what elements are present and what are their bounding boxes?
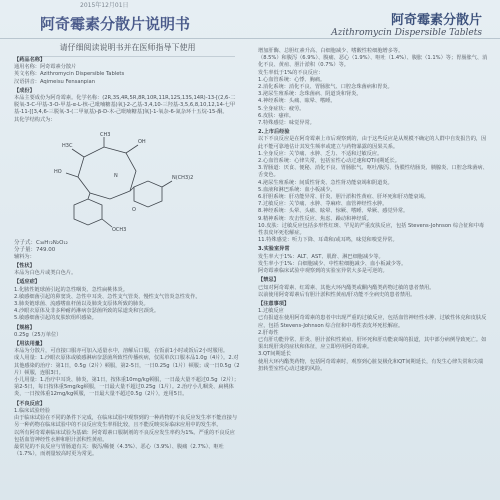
chemical-structure-diagram (14, 127, 240, 237)
lab-abnormal-text: 阿奇霉素临床试验中观察到的实验室异常大多是可逆的。 (258, 268, 388, 275)
indication-item: 1.化脓性链球菌引起的急性咽炎、急性扁桃体炎。 (14, 286, 128, 293)
dosage-text: 小儿用量：1.治疗中耳炎、肺炎，第1日，按体重10mg/kg顿服，一日最大量不超过0.5g（2片）；第2-5日，每日按体重5mg/kg顿服，一日最大量不超过0.25g（1片）。2.治疗小儿咽炎、扁桃体炎，一日按体重12mg/kg顿服，一日最大量不超过0.5g（2片），连用5日。 (14, 377, 240, 398)
svg-text:N: N (114, 172, 118, 179)
right-text-line: 5.全身症状：疲劳。 (258, 105, 305, 112)
drug-name-line: 通用名称：阿奇霉素分散片 (14, 64, 77, 71)
post-marketing-text: 7.过敏反应：关节痛、水肿、荨麻疹、血管神经性水肿。 (258, 201, 388, 208)
indication-item: 4.沙眼衣原体及非多种耐药淋病奈瑟菌所致的尿道炎和宫颈炎。 (14, 308, 160, 315)
right-text-line: 4.神经系统：头痛、眩晕、嗜睡。 (258, 98, 336, 105)
right-text-line: 2.消化系统：消化不良、胃肠胀气、口腔念珠菌病和胃炎。 (258, 84, 393, 91)
post-marketing-text: 6.肝胆系统：肝功能异常、肝炎、胆汁淤积性黄疸、肝坏死和肝功能衰竭。 (258, 194, 429, 201)
contraindication-text: 已知对阿奇霉素、红霉素、其他大环内酯类或酮内酯类药物过敏的患者禁用。 (258, 284, 435, 291)
left-column (14, 55, 240, 458)
svg-text:H3C: H3C (62, 142, 73, 149)
post-marketing-text: 3.胃肠道：厌食、便秘、消化不良、胃肠胀气、呕吐/腹泻、伪膜性结肠炎、胰腺炎、口腔念珠菌病、舌变色。 (258, 165, 488, 179)
section-heading-specification: 【规格】 (14, 324, 35, 331)
dosage-text: 本品为分散片，可直接口服亦可加入适量水中，溶解后口服，在饭前1小时或饭后2小时服用。 (14, 348, 229, 355)
precaution-text: 2.肝毒性 (258, 329, 279, 336)
indication-item: 3.肺炎链球菌、流感嗜血杆菌以及肺炎支原体所致的肺炎。 (14, 301, 149, 308)
right-column (258, 48, 488, 373)
section-heading-contraindications: 【禁忌】 (258, 277, 279, 284)
indication-item: 2.敏感细菌引起的鼻窦炎、急性中耳炎、急性支气管炎、慢性支气管炎急性发作。 (14, 293, 201, 300)
post-marketing-text: 2.心血管系统：心律失常，包括室性心动过速和QT间期延长。 (258, 158, 400, 165)
adverse-subheading: 1.临床试验经验 (14, 407, 51, 414)
right-text-line: 1.心血管系统：心悸、胸痛。 (258, 76, 326, 83)
section-heading-indications: 【适应症】 (14, 279, 40, 286)
section-heading-precautions: 【注意事项】 (258, 300, 290, 307)
reading-instruction: 请仔细阅读说明书并在医师指导下使用 (20, 42, 235, 57)
molecular-formula: 分子式：C₃₈H₇₂N₂O₁₂ (14, 239, 68, 246)
lab-abnormal-text: 发生率小于1%：白细胞减少、中性粒细胞减少、血小板减少等。 (258, 260, 407, 267)
section-heading-appearance: 【性状】 (14, 263, 35, 270)
svg-text:OCH3: OCH3 (112, 226, 127, 233)
lab-abnormal-text: 发生率大于1%：ALT、AST、肌酐、淋巴细胞减少等。 (258, 253, 384, 260)
post-marketing-text: 1.全身反应：关节痛、水肿、乏力、不适和过敏反应。 (258, 150, 383, 157)
dosage-text: 成人用量：1.沙眼衣原体或敏感淋病奈瑟菌所致性传播疾病，仅需单次口服本品1.0g（4片）。2.对其他感染的治疗：第1日，0.5g（2片）顿服，第2-5日，一日0.25g（1片）顿服；或一日0.5g（2片）顿服，连服3日。 (14, 355, 240, 376)
ingredients-text: 其化学结构式为： (14, 116, 56, 123)
post-marketing-text: 8.神经系统：头晕、头痛、眩晕、惊厥、嗜睡、晕厥、感觉异常。 (258, 208, 409, 215)
precaution-text: 已有报道在使用阿奇霉素的患者中出现严重的过敏反应，包括血管神经性水肿、过敏性休克和皮肤反应，包括 Stevens-Johnson 综合征和中毒性表皮坏死松解症。 (258, 315, 487, 329)
post-marketing-text: 10.皮肤：过敏反应包括多形性红斑、罕见的严重皮肤反应，包括 Stevens-Johnson 综合征和中毒性表皮坏死松解症。 (258, 222, 485, 237)
indication-item: 5.敏感细菌引起的皮肤软组织感染。 (14, 315, 97, 322)
english-title: Azithromycin Dispersible Tablets (331, 27, 482, 38)
document-header (0, 8, 500, 39)
lab-abnormal-heading: 3.实验室异常 (258, 246, 290, 253)
section-heading-dosage: 【用法用量】 (14, 341, 46, 348)
precaution-text: 使用大环内酯类药物，包括阿奇霉素时，观察到心脏复极化和QT间期延长，有发生心律失常和尖端扭转型室性心动过速的风险。 (258, 358, 484, 372)
header-right (331, 9, 482, 38)
right-text-line: 3.泌尿生殖系统：念珠菌病、阴道炎和肾炎。 (258, 91, 362, 98)
svg-text:O: O (132, 206, 136, 213)
post-marketing-heading: 2.上市后经验 (258, 129, 290, 136)
contraindication-text: 以前使用阿奇霉素后有胆汁淤积性黄疸/肝功能不全病史的患者禁用。 (258, 291, 416, 298)
svg-text:N(CH3)2: N(CH3)2 (172, 174, 194, 181)
section-heading-ingredients: 【成份】 (14, 87, 35, 94)
right-text-line: 6.皮肤：瘙痒。 (258, 112, 295, 119)
appearance-text: 本品为白色片或类白色片。 (14, 270, 77, 277)
post-marketing-text: 9.精神系统：攻击性反应、焦虑、躁动和神经质。 (258, 215, 372, 222)
post-marketing-text: 4.泌尿生殖系统：间质性肾炎、急性肾功能衰竭和阴道炎。 (258, 179, 393, 186)
adverse-text: 最常见的不良反应与胃肠道有关：腹泻/稀便（4.3%）、恶心（3.9%）、腹痛（2.7%）、呕吐（1.7%），而剂量较高时更为常见。 (14, 443, 224, 458)
post-marketing-text: 以下不良反应是在阿奇霉素上市后观察到的，由于这些反应是从规模不确定的人群中自发报告的，因此不能可靠地估计其发生频率或建立与药物暴露的因果关系。 (258, 136, 487, 150)
right-text-line: （8.5%）和腹泻（6.9%）、腹痛、恶心（1.9%）、呕吐（1.4%）、腹胀（1.1%）等；胃肠胀气、消化不良、黄疸、胆汁淤积（0.7%）等。 (258, 55, 488, 69)
precaution-text: 已有肝功能异常、肝炎、胆汁淤积性黄疸、肝坏死和肝功能衰竭的报道，其中部分病例导致死亡。如果出现肝炎的症状和体征，应立即停用阿奇霉素。 (258, 336, 487, 351)
right-text-line: 发生率低于1%的不良反应： (258, 69, 324, 76)
right-text-line: 7.特殊感觉：味觉异常。 (258, 120, 315, 127)
precaution-text: 3.QT间期延长 (258, 351, 291, 358)
section-heading-drug-name: 【药品名称】 (14, 57, 46, 63)
structure-drawing (14, 127, 214, 237)
post-marketing-text: 11.特殊感觉：听力下降、耳聋和/或耳鸣，味觉和嗅觉异常。 (258, 237, 398, 244)
post-marketing-text: 5.血液和淋巴系统：血小板减少。 (258, 186, 336, 193)
adverse-text: 以所有阿奇霉素临床试验为基础：阿奇霉素口服制剂的不良反应发生率约为1%。严重的不良反应包括血管神经性水肿和胆汁淤积性黄疸。 (14, 429, 235, 443)
excipient-text: 辅料为： (14, 253, 35, 260)
svg-text:CH3: CH3 (100, 131, 111, 138)
right-text-line: 增加肝酶、总胆红素升高、白细胞减少、嗜酸性粒细胞增多等。 (258, 48, 404, 54)
section-heading-adverse-reactions: 【不良反应】 (14, 400, 46, 407)
top-strip: 2015年12月01日 (80, 2, 129, 9)
svg-text:HO: HO (54, 168, 62, 175)
adverse-text: 由于临床试验在不同的条件下完成，在临床试验中观察到的一种药物的不良反应发生率不能直接与另一种药物在临床试验中的不良反应发生率相比较，且不能反映实际临床应用中的发生率。 (14, 415, 238, 429)
svg-text:OH: OH (138, 138, 146, 145)
precaution-subheading: 1.过敏反应 (258, 308, 284, 315)
drug-name-line: 汉语拼音：Aqimeisu Fensanpian (14, 78, 96, 85)
product-name: 阿奇霉素分散片 (390, 12, 482, 28)
document-title: 阿奇霉素分散片说明书 (40, 14, 191, 33)
specification-text: 0.25g（25万单位） (14, 331, 62, 338)
ingredients-text: 本品主要成份为阿奇霉素。化学名称：(2R,3S,4R,5R,8R,10R,11R,12S,13S,14R)-13-[(2,6-二脱氧-3-C-甲基-3-O-甲基-α-L-核-己吡喃糖基)氧]-2-乙基-3,4,10-三羟基-3,5,6,8,10,12,14-七甲基-11-[[3,4,6-三脱氧-3-(二甲氨基)-β-D-木-己吡喃糖基]氧]-1-氧杂-6-氮杂环十五烷-15-酮。 (14, 95, 236, 116)
drug-name-line: 英文名称：Azithromycin Dispersible Tablets (14, 71, 125, 78)
molecular-weight: 分子量：749.00 (14, 246, 56, 253)
